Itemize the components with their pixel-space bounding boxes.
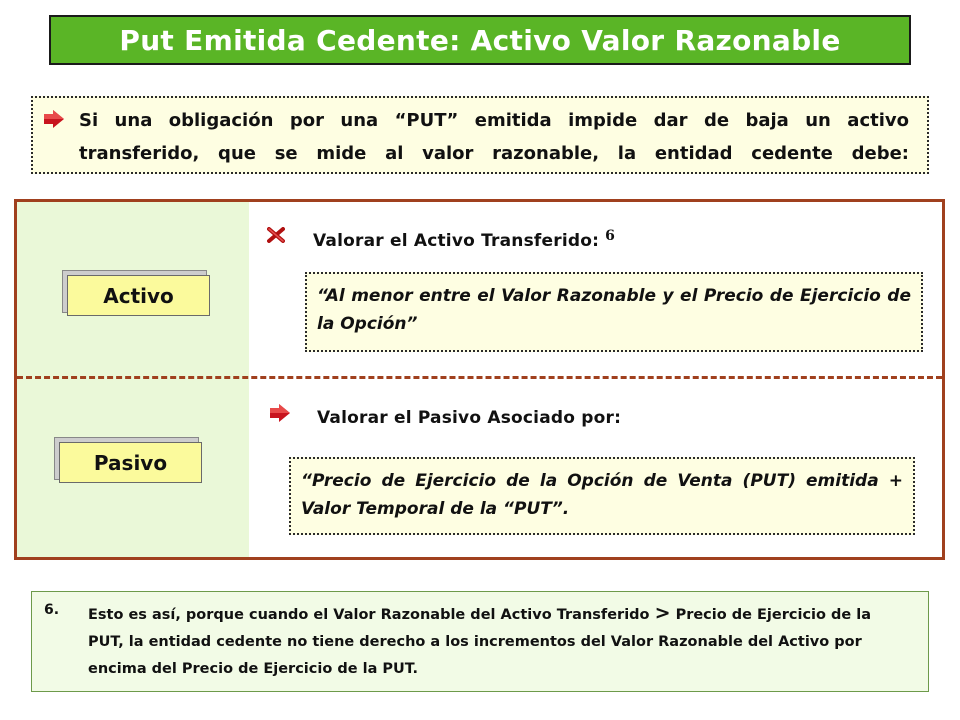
arrow-bullet-icon bbox=[43, 110, 65, 132]
activo-heading-text: Valorar el Activo Transferido: bbox=[313, 231, 600, 251]
activo-heading bbox=[313, 228, 615, 251]
x-mark-icon bbox=[267, 227, 285, 247]
pasivo-label-wrap bbox=[59, 442, 202, 483]
pasivo-label: Pasivo bbox=[59, 442, 202, 483]
footnote-box bbox=[31, 591, 929, 692]
activo-quote: “Al menor entre el Valor Razonable y el Precio de Ejercicio de la Opción” bbox=[305, 272, 923, 352]
section-divider bbox=[17, 376, 942, 379]
arrow-bullet-icon bbox=[269, 404, 291, 426]
footnote-ref: 6 bbox=[605, 228, 616, 244]
activo-label-wrap bbox=[67, 275, 210, 316]
pasivo-heading: Valorar el Pasivo Asociado por: bbox=[317, 408, 622, 428]
intro-text: Si una obligación por una “PUT” emitida impide dar de baja un activo transferido, que se mide al valor razonable, la entidad cedente debe: bbox=[79, 110, 909, 164]
greater-than-symbol: > bbox=[654, 602, 671, 624]
intro-box bbox=[31, 96, 929, 174]
footnote-number: 6. bbox=[44, 602, 60, 618]
label-column bbox=[17, 202, 249, 557]
pasivo-quote: “Precio de Ejercicio de la Opción de Venta (PUT) emitida + Valor Temporal de la “PUT”. bbox=[289, 457, 915, 535]
activo-label: Activo bbox=[67, 275, 210, 316]
footnote-text-part2: Precio de Ejercicio de la PUT, la entidad cedente no tiene derecho a los incrementos del Valor Razonable del Activo por encima del Precio de Ejercicio de la PUT. bbox=[88, 607, 872, 677]
content-frame bbox=[14, 199, 945, 560]
page-title: Put Emitida Cedente: Activo Valor Razonable bbox=[119, 23, 841, 57]
footnote-text bbox=[88, 600, 908, 683]
footnote-text-part1: Esto es así, porque cuando el Valor Razonable del Activo Transferido bbox=[88, 607, 650, 623]
title-bar bbox=[49, 15, 911, 65]
